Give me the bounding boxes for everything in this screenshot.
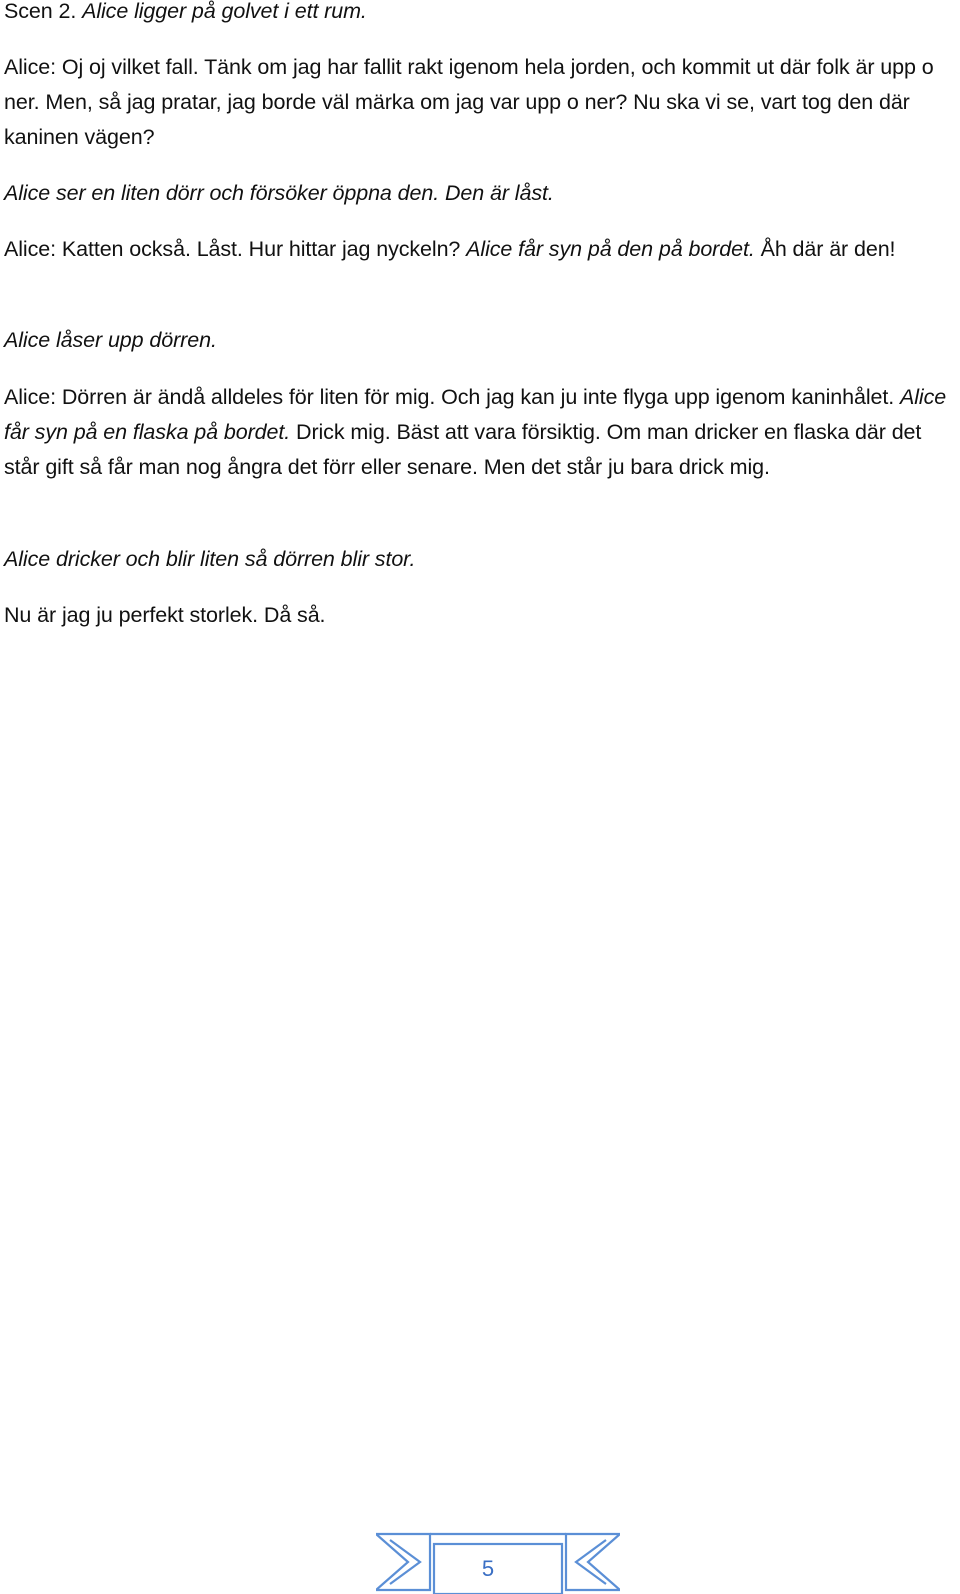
stage-direction-1 <box>4 176 952 211</box>
scene-heading <box>4 0 952 29</box>
scene-heading-stage-direction: Alice ligger på golvet i ett rum. <box>82 0 367 23</box>
dialogue-text: Åh där är den! <box>754 237 896 261</box>
inline-stage-direction: Alice får syn på en flaska på bordet. <box>4 385 947 444</box>
dialogue-text: Alice: Dörren är ändå alldeles för liten för mig. Och jag kan ju inte flyga upp igenom kaninhålet. <box>4 385 900 409</box>
stage-direction-3 <box>4 542 952 577</box>
dialogue-paragraph-2 <box>4 232 952 267</box>
stage-direction-text: Alice låser upp dörren. <box>4 328 217 352</box>
stage-direction-text: Alice dricker och blir liten så dörren blir stor. <box>4 547 416 571</box>
dialogue-text: Nu är jag ju perfekt storlek. Då så. <box>4 603 326 627</box>
dialogue-text: Drick mig. Bäst att vara försiktig. Om man dricker en flaska där det står gift så får man nog ångra det förr eller senare. Men det står ju bara drick mig. <box>4 420 922 479</box>
dialogue-text: Alice: Oj oj vilket fall. Tänk om jag har fallit rakt igenom hela jorden, och kommit ut där folk är upp o ner. Men, så jag pratar, jag borde väl märka om jag var upp o ner? Nu ska vi se, vart tog den där kaninen vägen? <box>4 55 934 149</box>
dialogue-paragraph-3 <box>4 380 952 485</box>
page-number: 5 <box>481 1556 495 1581</box>
stage-direction-text: Alice ser en liten dörr och försöker öppna den. Den är låst. <box>4 181 554 205</box>
stage-direction-2 <box>4 323 952 358</box>
scene-heading-label: Scen 2. <box>4 0 83 23</box>
inline-stage-direction: Alice får syn på den på bordet. <box>466 237 755 261</box>
dialogue-paragraph-1 <box>4 50 952 155</box>
dialogue-paragraph-4 <box>4 598 952 633</box>
dialogue-text: Alice: Katten också. Låst. Hur hittar jag nyckeln? <box>4 237 467 261</box>
